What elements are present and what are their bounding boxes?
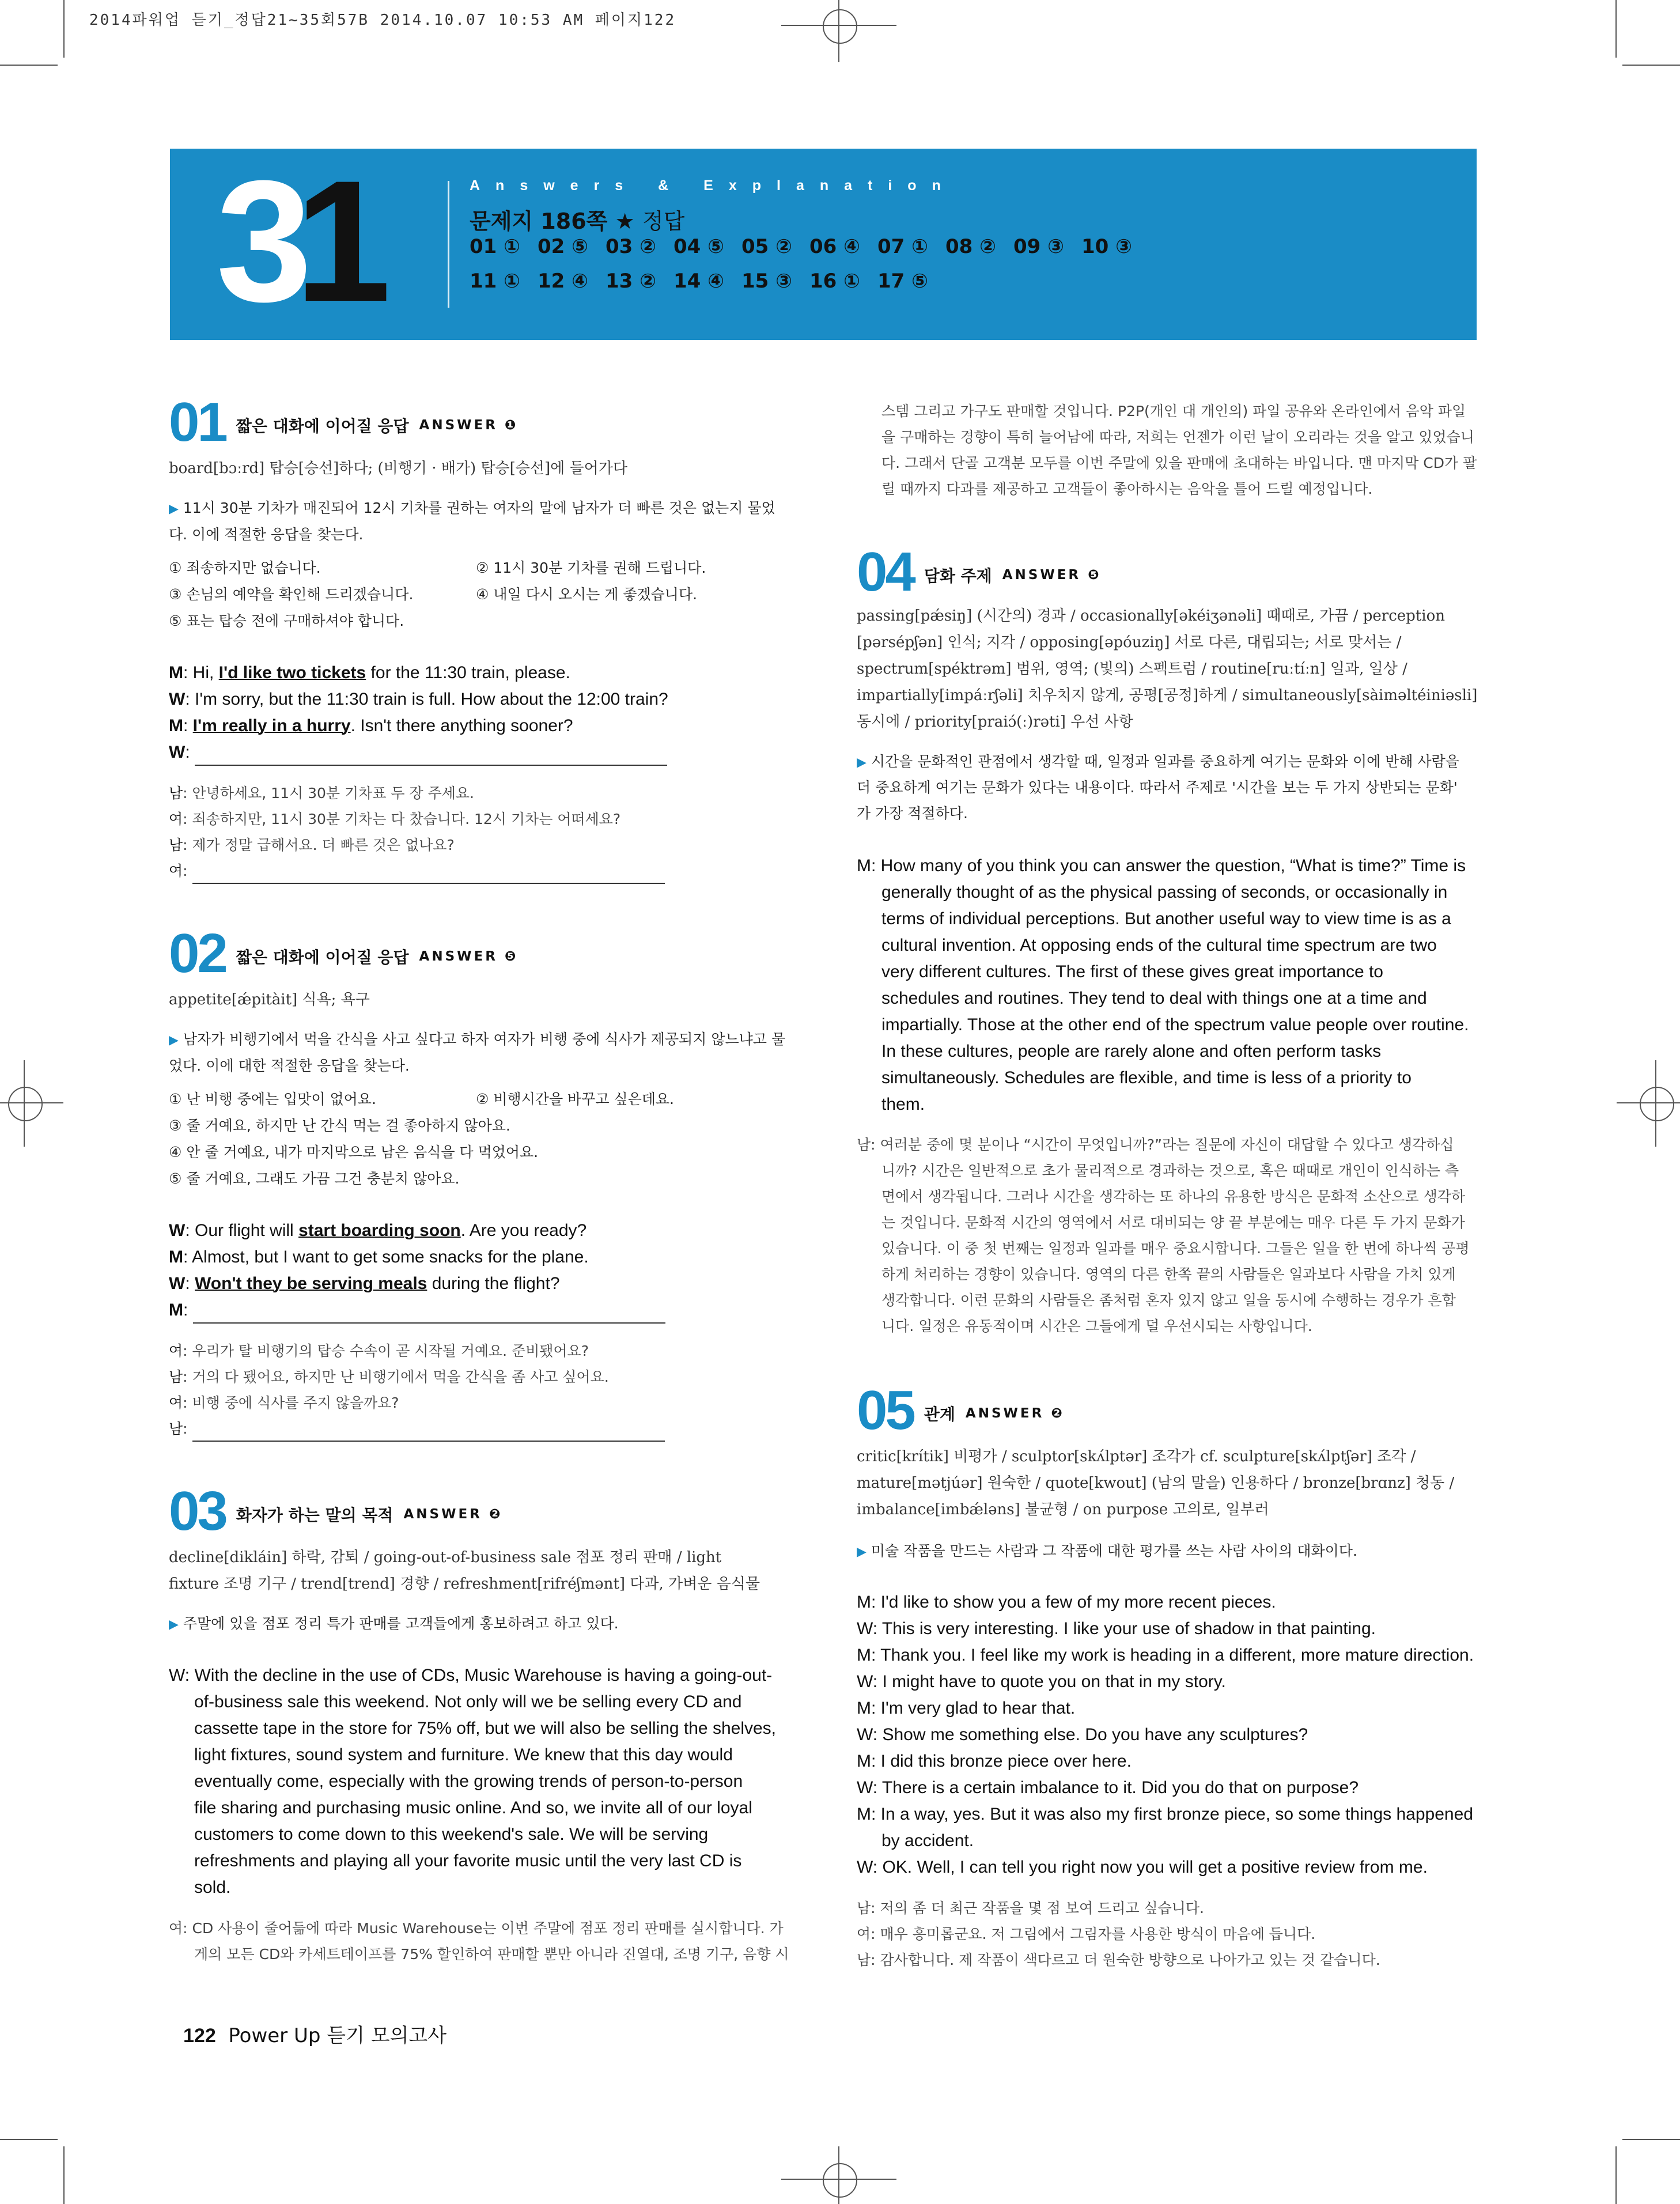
- translation-line: 다. 그래서 단골 고객분 모두를 이번 주말에 있을 판매에 초대하는 바입니다. 맨 마지막 CD가 팔: [881, 455, 1477, 471]
- option-item: ② 11시 30분 기차를 권해 드립니다.: [476, 559, 706, 576]
- monologue-line: sold.: [194, 1878, 231, 1897]
- answer-key-item: 08 ②: [945, 235, 996, 258]
- dialogue-line: by accident.: [881, 1831, 974, 1850]
- dialogue-line: W: There is a certain imbalance to it. Did you do that on purpose?: [857, 1778, 1359, 1797]
- monologue-line: light fixtures, sound system and furniture. We knew that this day would: [194, 1745, 733, 1764]
- translation-line: 남: 여러분 중에 몇 분이나 “시간이 무엇입니까?”라는 질문에 자신이 대답할 수 있다고 생각하십: [857, 1136, 1454, 1153]
- answer-key-item: 17 ⑤: [877, 270, 928, 293]
- section-answer: ANSWER ❷: [965, 1406, 1065, 1421]
- answer-title: 문제지 186쪽 ★ 정답: [470, 209, 685, 234]
- section-title: 담화 주제: [924, 566, 992, 585]
- answer-header-banner: [170, 144, 1477, 340]
- translation-line: 여: 매우 흥미롭군요. 저 그림에서 그림자를 사용한 방식이 마음에 듭니다.: [857, 1926, 1316, 1942]
- monologue-line: customers to come down to this weekend's sale. We will be serving: [194, 1825, 709, 1844]
- answer-key-item: 05 ②: [741, 235, 792, 258]
- option-item: ③ 줄 거예요, 하지만 난 간식 먹는 걸 좋아하지 않아요.: [169, 1117, 510, 1134]
- answer-blank-line: M:: [169, 1297, 665, 1324]
- answer-key-item: 03 ②: [606, 235, 656, 258]
- option-item: ④ 내일 다시 오시는 게 좋겠습니다.: [476, 586, 698, 603]
- registration-mark: [8, 1087, 43, 1121]
- translation-line: 스템 그리고 가구도 판매할 것입니다. P2P(개인 대 개인의) 파일 공유와 온라인에서 음악 파일: [881, 403, 1466, 419]
- answer-key-item: 02 ⑤: [538, 235, 588, 258]
- dialogue-line: W: I might have to quote you on that in my story.: [857, 1672, 1226, 1691]
- vocab-line: [pərsépʃən] 인식; 지각 / opposing[əpóuziŋ] 서로 다른, 대립되는; 서로 맞서는 /: [857, 634, 1402, 651]
- translation-line: 있습니다. 이 중 첫 번째는 일정과 일과를 매우 중요시합니다. 그들은 일을 한 번에 하나씩 공평: [881, 1240, 1470, 1257]
- section-number: 02: [169, 923, 226, 984]
- monologue-line: W: With the decline in the use of CDs, Music Warehouse is having a going-out-: [169, 1666, 773, 1685]
- option-item: ④ 안 줄 거예요, 내가 마지막으로 남은 음식을 다 먹었어요.: [169, 1144, 539, 1160]
- monologue-line: eventually come, especially with the growing trends of person-to-person: [194, 1772, 743, 1791]
- answer-key-item: 13 ②: [606, 270, 656, 293]
- translation-line: 남: 감사합니다. 제 작품이 색다르고 더 원숙한 방향으로 나아가고 있는 것 같습니다.: [857, 1952, 1380, 1968]
- answer-key-item: 09 ③: [1013, 235, 1064, 258]
- registration-mark: [24, 1060, 25, 1147]
- answer-key-item: 14 ④: [673, 270, 724, 293]
- monologue-line: very different cultures. The first of these gives great importance to: [881, 962, 1383, 981]
- dialogue-line: M: Thank you. I feel like my work is heading in a different, more mature direction.: [857, 1646, 1474, 1665]
- translation-line: 남: 거의 다 됐어요, 하지만 난 비행기에서 먹을 간식을 좀 사고 싶어요.: [169, 1368, 609, 1385]
- section-title: 관계: [924, 1405, 955, 1424]
- dialogue-line: W: Won't they be serving meals during the flight?: [169, 1274, 560, 1293]
- answer-key-item: 04 ⑤: [673, 235, 724, 258]
- crop-mark: [63, 2146, 65, 2204]
- monologue-line: cultural invention. At opposing ends of the cultural time spectrum are two: [881, 936, 1437, 955]
- registration-mark: [838, 0, 839, 62]
- vocab-line: impartially[impáːrʃəli] 치우치지 않게, 공평[공정]하게 / simultaneously[sàiməltéiniəsli]: [857, 687, 1478, 704]
- test-number: 31: [216, 144, 374, 338]
- answer-key-item: 16 ①: [809, 270, 860, 293]
- monologue-line: cassette tape in the store for 75% off, but we will also be selling the shelves,: [194, 1719, 777, 1738]
- answer-key-row-1: [470, 235, 1149, 258]
- option-item: ⑤ 줄 거예요, 그래도 가끔 그건 충분치 않아요.: [169, 1170, 460, 1187]
- section-number: 01: [169, 391, 226, 453]
- section-05-heading: [857, 1379, 1065, 1441]
- dialogue-line: M: In a way, yes. But it was also my first bronze piece, so some things happened: [857, 1805, 1473, 1824]
- monologue-line: M: How many of you think you can answer the question, “What is time?” Time is: [857, 856, 1466, 875]
- monologue-line: schedules and routines. They tend to deal with things one at a time and: [881, 989, 1427, 1008]
- translation-line: 니까? 시간은 일반적으로 초가 물리적으로 경과하는 것으로, 혹은 때때로 개인이 인식하는 측: [881, 1162, 1459, 1179]
- explanation: ▶ 11시 30분 기차가 매진되어 12시 기차를 권하는 여자의 말에 남자가 더 빠른 것은 없는지 물었다. 이에 적절한 응답을 찾는다.: [169, 500, 775, 543]
- section-title: 짧은 대화에 이어질 응답: [236, 417, 409, 436]
- vocab-line: imbalance[imbǽləns] 불균형 / on purpose 고의로, 일부러: [857, 1501, 1269, 1518]
- vocab-line: appetite[ǽpitàit] 식욕; 욕구: [169, 991, 370, 1008]
- registration-mark: [838, 2146, 839, 2204]
- translation-line: 생각합니다. 이런 문화의 사람들은 좀처럼 혼자 있지 않고 일을 동시에 수행하는 경우가 흔합: [881, 1292, 1456, 1309]
- registration-mark: [0, 1102, 63, 1103]
- print-slug: 2014파워업 듣기_정답21~35회57B 2014.10.07 10:53 AM 페이지122: [89, 12, 676, 29]
- translation-line: 남: 안녕하세요, 11시 30분 기차표 두 장 주세요.: [169, 785, 474, 802]
- explanation: 가 가장 적절하다.: [857, 805, 968, 822]
- vocab-line: mature[mətjúər] 원숙한 / quote[kwout] (남의 말을) 인용하다 / bronze[brɑnz] 청동 /: [857, 1475, 1455, 1492]
- registration-mark: [1640, 1087, 1674, 1121]
- answer-key-item: 10 ③: [1081, 235, 1132, 258]
- option-item: ② 비행시간을 바꾸고 싶은데요.: [476, 1091, 675, 1107]
- answer-key-item: 15 ③: [741, 270, 792, 293]
- crop-mark: [1615, 0, 1617, 58]
- vocab-line: spectrum[spéktrəm] 범위, 영역; (빛의) 스펙트럼 / routine[ruːtíːn] 일과, 일상 /: [857, 660, 1407, 678]
- translation-line: 릴 때까지 다과를 제공하고 고객들이 좋아하시는 음악을 틀어 드릴 예정입니다.: [881, 481, 1373, 497]
- answers-explanation-label: Answers & Explanation: [470, 177, 956, 194]
- section-title: 짧은 대화에 이어질 응답: [236, 948, 409, 967]
- crop-mark: [1622, 65, 1680, 66]
- answer-key-item: 12 ④: [538, 270, 588, 293]
- monologue-line: terms of individual perceptions. But another useful way to view time is as a: [881, 909, 1451, 928]
- registration-mark: [1617, 1102, 1680, 1103]
- dialogue-line: M: I did this bronze piece over here.: [857, 1752, 1132, 1771]
- dialogue-line: W: OK. Well, I can tell you right now you will get a positive review from me.: [857, 1858, 1428, 1877]
- translation-line: 여: 죄송하지만, 11시 30분 기차는 다 찼습니다. 12시 기차는 어떠세요?: [169, 811, 621, 827]
- monologue-line: impartially. Those at the other end of the spectrum value people over routine.: [881, 1015, 1469, 1034]
- registration-mark: [823, 2163, 857, 2198]
- page-footer: 122 Power Up 듣기 모의고사: [183, 2024, 447, 2047]
- monologue-line: simultaneously. Schedules are flexible, and time is less of a priority to: [881, 1068, 1412, 1087]
- crop-mark: [1622, 2139, 1680, 2140]
- translation-line: 남: 저의 좀 더 최근 작품을 몇 점 보여 드리고 싶습니다.: [857, 1900, 1204, 1916]
- answer-key-item: 06 ④: [809, 235, 860, 258]
- dialogue-line: M: I'd like to show you a few of my more recent pieces.: [857, 1593, 1276, 1612]
- dialogue-line: M: I'm really in a hurry. Isn't there anything sooner?: [169, 716, 573, 735]
- option-item: ① 난 비행 중에는 입맛이 없어요.: [169, 1091, 376, 1107]
- answer-blank-line: 여:: [169, 859, 665, 884]
- registration-mark: [1655, 1060, 1656, 1147]
- translation-line: 게의 모든 CD와 카세트테이프를 75% 할인하여 판매할 뿐만 아니라 진열대, 조명 기구, 음향 시: [194, 1946, 789, 1963]
- translation-line: 니다. 일정은 유동적이며 시간은 그들에게 덜 우선시되는 사항입니다.: [881, 1318, 1312, 1335]
- crop-mark: [0, 2139, 58, 2140]
- answer-key-row-2: [470, 270, 945, 293]
- translation-line: 하게 처리하는 경향이 있습니다. 영역의 다른 한쪽 끝의 사람들은 일과보다 사람을 가치 있게: [881, 1266, 1456, 1283]
- answer-key-item: 11 ①: [470, 270, 520, 293]
- section-answer: ANSWER ❶: [419, 418, 519, 433]
- banner-divider: [448, 181, 449, 308]
- vocab-line: decline[dikláin] 하락, 감퇴 / going-out-of-business sale 점포 정리 판매 / light: [169, 1549, 722, 1566]
- crop-mark: [1615, 2146, 1617, 2204]
- dialogue-line: M: I'm very glad to hear that.: [857, 1699, 1076, 1718]
- translation-line: 면에서 생각됩니다. 그러나 시간을 생각하는 또 하나의 유용한 방식은 문화적 소산으로 생각하: [881, 1188, 1466, 1205]
- explanation: ▶ 남자가 비행기에서 먹을 간식을 사고 싶다고 하자 여자가 비행 중에 식사가 제공되지 않느냐고 물었다. 이에 대한 적절한 응답을 찾는다.: [169, 1031, 786, 1074]
- translation-line: 여: 우리가 탈 비행기의 탑승 수속이 곧 시작될 거예요. 준비됐어요?: [169, 1343, 589, 1359]
- section-title: 화자가 하는 말의 목적: [236, 1506, 393, 1525]
- registration-mark: [823, 9, 857, 44]
- translation-line: 는 것입니다. 문화적 시간의 영역에서 서로 대비되는 양 끝 부분에는 매우 다른 두 가지 문화가: [881, 1214, 1465, 1231]
- dialogue-line: W: I'm sorry, but the 11:30 train is full. How about the 12:00 train?: [169, 690, 668, 709]
- monologue-line: them.: [881, 1095, 925, 1114]
- section-answer: ANSWER ❺: [1002, 568, 1102, 583]
- vocab-line: critic[krítik] 비평가 / sculptor[skʌ́lptər] 조각가 cf. sculpture[skʌ́lptʃər] 조각 /: [857, 1448, 1416, 1465]
- monologue-line: file sharing and purchasing music online. And so, we invite all of our loyal: [194, 1798, 752, 1817]
- option-item: ① 죄송하지만 없습니다.: [169, 559, 321, 576]
- answer-key-item: 07 ①: [877, 235, 928, 258]
- answer-blank-line: 남:: [169, 1416, 665, 1442]
- vocab-line: fixture 조명 기구 / trend[trend] 경향 / refreshment[rifréʃmənt] 다과, 가벼운 음식물: [169, 1575, 760, 1593]
- monologue-line: of-business sale this weekend. Not only will we be selling every CD and: [194, 1692, 742, 1711]
- crop-mark: [0, 65, 58, 66]
- vocab-line: passing[pǽsiŋ] (시간의) 경과 / occasionally[əkéiʒənəli] 때때로, 가끔 / perception: [857, 607, 1445, 625]
- translation-line: 남: 제가 정말 급해서요. 더 빠른 것은 없나요?: [169, 837, 455, 853]
- vocab-line: 동시에 / priority[praiɔ́(ː)rəti] 우선 사항: [857, 713, 1133, 731]
- option-item: ③ 손님의 예약을 확인해 드리겠습니다.: [169, 586, 414, 603]
- dialogue-line: W: Our flight will start boarding soon. Are you ready?: [169, 1221, 587, 1240]
- translation-line: 여: CD 사용이 줄어듦에 따라 Music Warehouse는 이번 주말에 점포 정리 판매를 실시합니다. 가: [169, 1920, 784, 1937]
- explanation: ▶ 미술 작품을 만드는 사람과 그 작품에 대한 평가를 쓰는 사람 사이의 대화이다.: [857, 1543, 1357, 1559]
- explanation: ▶ 시간을 문화적인 관점에서 생각할 때, 일정과 일과를 중요하게 여기는 문화와 이에 반해 사람을: [857, 753, 1459, 770]
- vocab-line: board[bɔːrd] 탑승[승선]하다; (비행기 · 배가) 탑승[승선]에 들어가다: [169, 460, 627, 477]
- dialogue-line: M: Hi, I'd like two tickets for the 11:30 train, please.: [169, 663, 570, 682]
- answer-key-item: 01 ①: [470, 235, 520, 258]
- monologue-line: In these cultures, people are rarely alone and often perform tasks: [881, 1042, 1382, 1061]
- translation-line: 여: 비행 중에 식사를 주지 않을까요?: [169, 1394, 399, 1411]
- option-item: ⑤ 표는 탑승 전에 구매하셔야 합니다.: [169, 613, 404, 629]
- section-01-heading: [169, 391, 519, 453]
- crop-mark: [63, 0, 65, 58]
- section-03-heading: [169, 1480, 503, 1542]
- section-number: 04: [857, 541, 914, 603]
- answer-blank-line: W:: [169, 739, 667, 766]
- dialogue-line: M: Almost, but I want to get some snacks for the plane.: [169, 1247, 589, 1267]
- explanation: 더 중요하게 여기는 문화가 있다는 내용이다. 따라서 주제로 '시간을 보는 두 가지 상반되는 문화': [857, 779, 1458, 796]
- section-02-heading: [169, 923, 519, 984]
- section-04-heading: [857, 541, 1102, 603]
- dialogue-line: W: Show me something else. Do you have any sculptures?: [857, 1725, 1308, 1744]
- explanation: ▶ 주말에 있을 점포 정리 특가 판매를 고객들에게 홍보하려고 하고 있다.: [169, 1615, 619, 1632]
- section-number: 05: [857, 1379, 914, 1441]
- translation-line: 을 구매하는 경향이 특히 늘어남에 따라, 저희는 언젠가 이런 날이 오리라는 것을 알고 있었습니: [881, 429, 1474, 445]
- section-answer: ANSWER ❷: [403, 1507, 503, 1522]
- monologue-line: generally thought of as the physical passing of seconds, or occasionally in: [881, 883, 1448, 902]
- dialogue-line: W: This is very interesting. I like your use of shadow in that painting.: [857, 1619, 1376, 1638]
- section-number: 03: [169, 1480, 226, 1542]
- section-answer: ANSWER ❺: [419, 949, 519, 964]
- monologue-line: refreshments and playing all your favorite music until the very last CD is: [194, 1851, 742, 1870]
